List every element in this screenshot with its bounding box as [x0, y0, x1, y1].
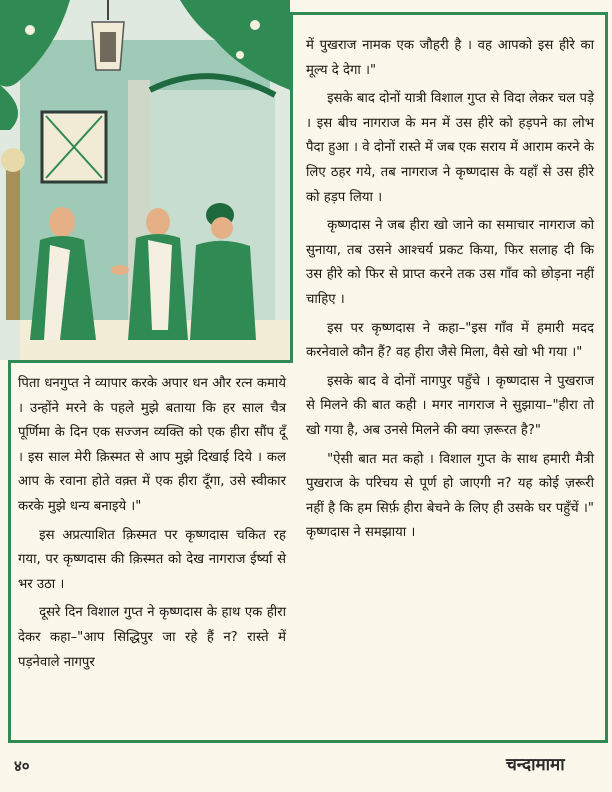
paragraph: में पुखराज नामक एक जौहरी है । वह आपको इस हीरे का मूल्य दे देगा ।"	[306, 38, 594, 78]
border-left-lower	[8, 360, 11, 742]
paragraph: "ऐसी बात मत कहो । विशाल गुप्त के साथ हमारी मैत्री पुखराज के परिचय से पूर्ण हो जाएगी न? यह कोई ज़रूरी नहीं है कि हम सिर्फ़ हीरा बेचने के लिए ही उसके घर पहुँचें ।" कृष्णदास ने समझाया ।	[306, 451, 594, 541]
border-middle	[8, 360, 293, 363]
border-right	[605, 12, 608, 742]
paragraph: इसके बाद दोनों यात्री विशाल गुप्त से विदा लेकर चल पड़े । इस बीच नागराज के मन में उस हीरे को हड़पने का लोभ पैदा हुआ । वे दोनों रास्ते में जब एक सराय में आराम करने के लिए ठहर गये, तब नागराज ने कृष्णदास के यहाँ से उस हीरे को हड़प लिया ।	[306, 91, 594, 205]
paragraph: इस पर कृष्णदास ने कहा–"इस गाँव में हमारी मदद करनेवाले कौन हैं? वह हीरा जैसे मिला, वैसे खो भी गया ।"	[306, 320, 594, 361]
border-bottom	[290, 740, 608, 743]
border-top	[290, 12, 608, 15]
border-bottom-lower	[8, 740, 293, 743]
page-number: ४०	[14, 757, 30, 775]
story-illustration	[0, 0, 290, 360]
paragraph: कृष्णदास ने जब हीरा खो जाने का समाचार नागराज को सुनाया, तब उसने आश्चर्य प्रकट किया, फिर सलाह दी कि उस हीरे को फिर से प्राप्त करने तक उस गाँव को छोड़ना नहीं चाहिए ।	[306, 218, 594, 307]
left-text-column	[18, 372, 286, 679]
paragraph: इसके बाद वे दोनों नागपुर पहुँचे । कृष्णदास ने पुखराज से मिलने की बात कही । मगर नागराज ने सुझाया–"हीरा तो खो गया है, अब उनसे मिलने की क्या ज़रूरत है?"	[306, 373, 594, 438]
paragraph: दूसरे दिन विशाल गुप्त ने कृष्णदास के हाथ एक हीरा देकर कहा–"आप सिद्धिपुर जा रहे हैं न? रास्ते में पड़नेवाले नागपुर	[18, 605, 286, 670]
paragraph: पिता धनगुप्त ने व्यापार करके अपार धन और रत्न कमाये । उन्होंने मरने के पहले मुझे बताया कि हर साल चैत्र पूर्णिमा के दिन एक सज्जन व्यक्ति को एक हीरा सौंप दूँ । इस साल मेरी क़िस्मत से आप मुझे दिखाई दिये । कल आप के रवाना होते वक़्त में एक हीरा दूँगा, उसे स्वीकार करके मुझे धन्य बनाइये ।"	[18, 376, 286, 514]
border-left	[290, 12, 293, 362]
paragraph: इस अप्रत्याशित क़िस्मत पर कृष्णदास चकित रह गया, पर कृष्णदास की क़िस्मत को देख नागराज ईर्ष्या से भर उठा ।	[18, 527, 286, 592]
magazine-name: चन्दामामा	[506, 755, 565, 775]
right-text-column	[306, 34, 594, 550]
